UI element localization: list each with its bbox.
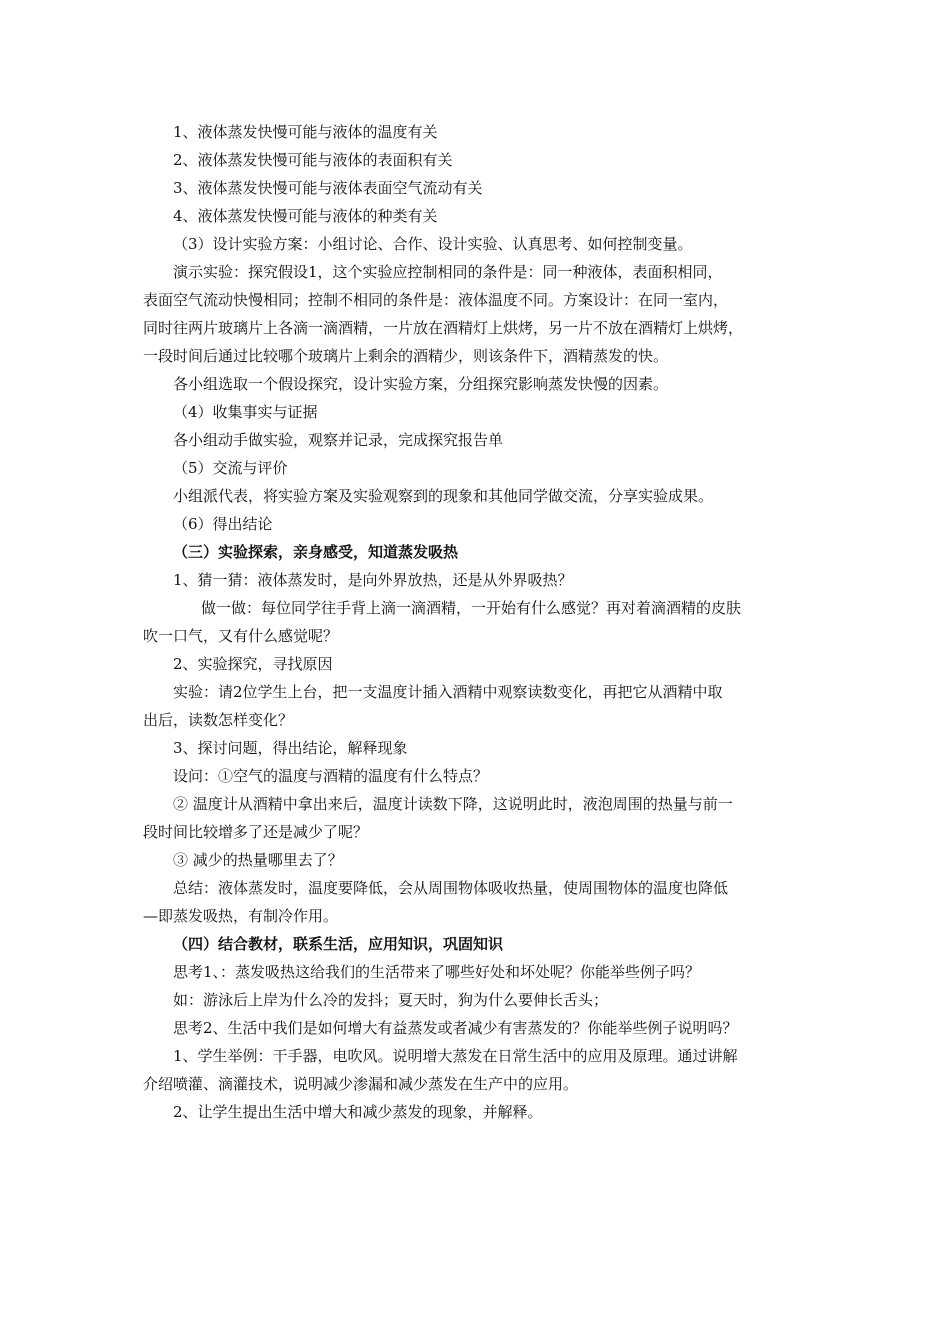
demo-experiment-line-3: 同时往两片玻璃片上各滴一滴酒精，一片放在酒精灯上烘烤，另一片不放在酒精灯上烘烤， <box>143 319 744 337</box>
demo-experiment-line-4: 一段时间后通过比较哪个玻璃片上剩余的酒精少，则该条件下，酒精蒸发的快。 <box>143 347 669 365</box>
demo-experiment-line-1: 演示实验：探究假设1，这个实验应控制相同的条件是：同一种液体，表面积相同， <box>173 263 723 281</box>
think-1: 思考1、：蒸发吸热这给我们的生活带来了哪些好处和坏处呢？你能举些例子吗？ <box>173 963 701 981</box>
step-5-text: 小组派代表，将实验方案及实验观察到的现象和其他同学做交流，分享实验成果。 <box>173 487 714 505</box>
try-paragraph-line-1: 做一做：每位同学往手背上滴一滴酒精，一开始有什么感觉？再对着滴酒精的皮肤 <box>201 599 742 617</box>
step-4-text: 各小组动手做实验，观察并记录，完成探究报告单 <box>173 431 504 449</box>
experiment-paragraph-line-2: 出后，读数怎样变化？ <box>143 711 294 729</box>
question-2-line-1: ② 温度计从酒精中拿出来后，温度计读数下降，这说明此时，液泡周围的热量与前一 <box>173 795 733 813</box>
step-4-heading: （4）收集事实与证据 <box>173 403 318 421</box>
summary-line-1: 总结：液体蒸发时，温度要降低，会从周围物体吸收热量，使周围物体的温度也降低 <box>173 879 729 897</box>
group-task-paragraph: 各小组选取一个假设探究，设计实验方案，分组探究影响蒸发快慢的因素。 <box>173 375 669 393</box>
question-1: 设问：①空气的温度与酒精的温度有什么特点？ <box>173 767 489 785</box>
question-2-line-2: 段时间比较增多了还是减少了呢？ <box>143 823 369 841</box>
section-4-heading: （四）结合教材，联系生活，应用知识，巩固知识 <box>173 935 504 953</box>
step-5-heading: （5）交流与评价 <box>173 459 288 477</box>
student-examples-line-1: 1、学生举例：干手器，电吹风。说明增大蒸发在日常生活中的应用及原理。通过讲解 <box>173 1047 738 1065</box>
discussion-heading: 3、探讨问题，得出结论，解释现象 <box>173 739 408 757</box>
experiment-paragraph-line-1: 实验：请2位学生上台，把一支温度计插入酒精中观察读数变化，再把它从酒精中取 <box>173 683 723 701</box>
hypothesis-3: 3、液体蒸发快慢可能与液体表面空气流动有关 <box>173 179 483 197</box>
demo-experiment-line-2: 表面空气流动快慢相同；控制不相同的条件是：液体温度不同。方案设计：在同一室内， <box>143 291 729 309</box>
question-3: ③ 减少的热量哪里去了？ <box>173 851 343 869</box>
student-examples-line-2: 介绍喷灌、滴灌技术，说明减少渗漏和减少蒸发在生产中的应用。 <box>143 1075 579 1093</box>
summary-line-2: —即蒸发吸热，有制冷作用。 <box>143 907 339 925</box>
step-3-heading: （3）设计实验方案：小组讨论、合作、设计实验、认真思考、如何控制变量。 <box>173 235 693 253</box>
hypothesis-2: 2、液体蒸发快慢可能与液体的表面积有关 <box>173 151 453 169</box>
example-line: 如：游泳后上岸为什么冷的发抖；夏天时，狗为什么要伸长舌头； <box>173 991 609 1009</box>
think-2: 思考2、生活中我们是如何增大有益蒸发或者减少有害蒸发的？你能举些例子说明吗？ <box>173 1019 738 1037</box>
section-3-heading: （三）实验探索，亲身感受，知道蒸发吸热 <box>173 543 459 561</box>
experiment-explore-heading: 2、实验探究，寻找原因 <box>173 655 333 673</box>
step-6-heading: （6）得出结论 <box>173 515 273 533</box>
student-phenomena: 2、让学生提出生活中增大和减少蒸发的现象，并解释。 <box>173 1103 543 1121</box>
hypothesis-1: 1、液体蒸发快慢可能与液体的温度有关 <box>173 123 438 141</box>
try-paragraph-line-2: 吹一口气，又有什么感觉呢？ <box>143 627 339 645</box>
guess-paragraph: 1、猜一猜：液体蒸发时，是向外界放热，还是从外界吸热？ <box>173 571 573 589</box>
hypothesis-4: 4、液体蒸发快慢可能与液体的种类有关 <box>173 207 438 225</box>
